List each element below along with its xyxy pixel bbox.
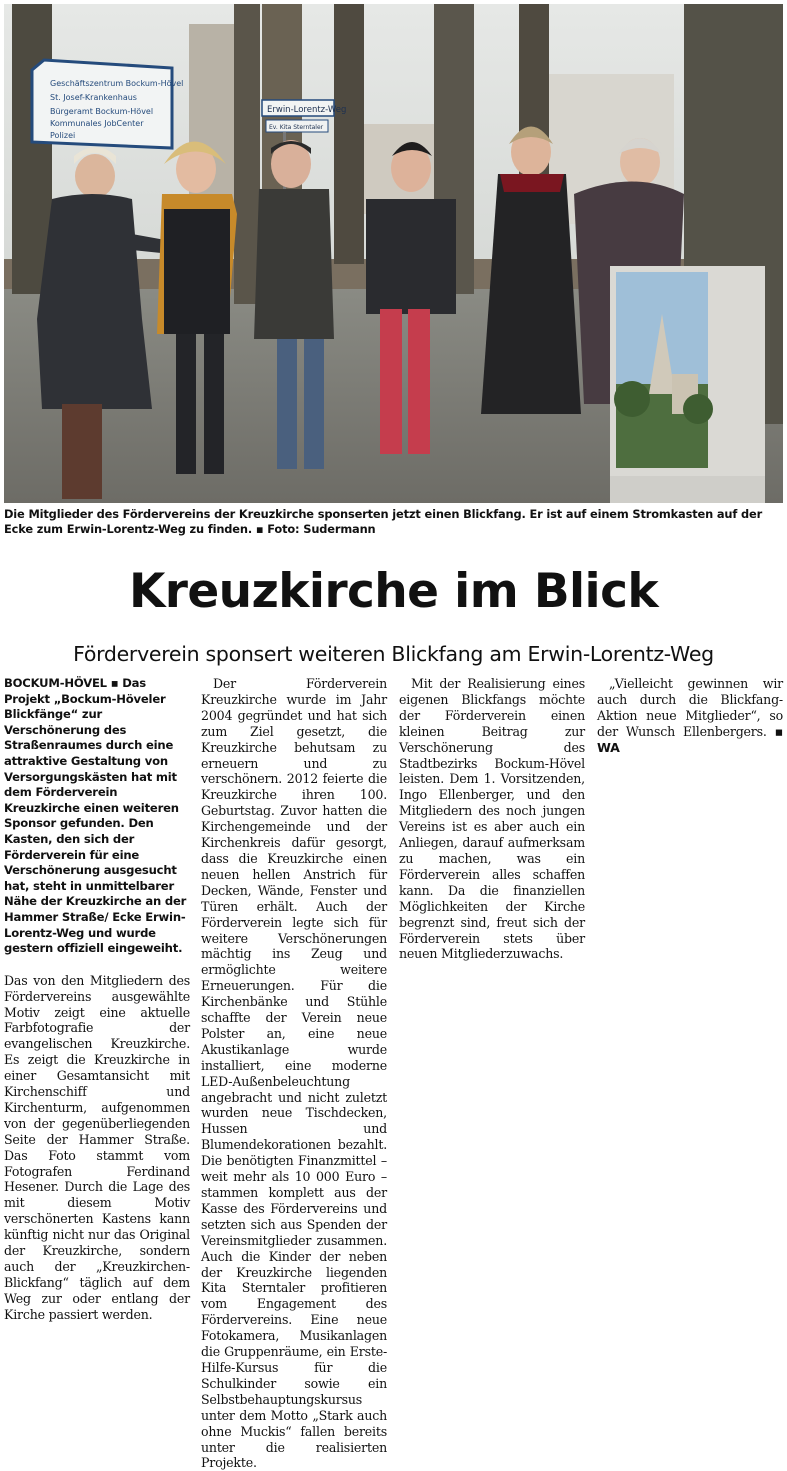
- caption-marker: ▪: [255, 522, 264, 536]
- dateline: BOCKUM-HÖVEL: [4, 676, 107, 690]
- caption-text: Die Mitglieder des Fördervereins der Kreuzkirche sponserten jetzt einen Blickfang. Er ist auf einem Stromkasten auf der Ecke zum Erwin-Lorentz-Weg zu finden.: [4, 507, 763, 536]
- article-column-2: [201, 676, 387, 1471]
- electrical-box: [610, 266, 765, 503]
- headline: Kreuzkirche im Blick: [128, 564, 658, 619]
- article-column-3: [399, 676, 585, 962]
- article-paragraph-2: Der Förderverein Kreuzkirche wurde im Jahr 2004 gegründet und hat sich zum Ziel gesetzt, die Kreuzkirche behutsam zu erneuern und zu verschönern. 2012 feierte die Kreuzkirche ihren 100. Geburtstag. Zuvor hatten die Kirchengemeinde und der Kirchenkreis dafür gesorgt, dass die Kreuzkirche einen neuen hellen Anstrich für Decken, Wände, Fenster und Türen erhält. Auch der Förderverein legte sich für weitere Verschönerungen mächtig ins Zeug und ermöglichte weitere Erneuerungen. Für die Kirchenbänke und Stühle schaffte der Verein neue Polster an, eine neue Akustikanlage wurde installiert, eine moderne LED-Außenbeleuchtung angebracht und nicht zuletzt wurden neue Tischdecken, Hussen und Blumendekorationen bezahlt. Die benötigten Finanzmittel – weit mehr als 10 000 Euro – stammen komplett aus der Kasse des Fördervereins und setzten sich aus Spenden der Vereinsmitglieder zusammen. Auch die Kinder der neben der Kreuzkirche liegenden Kita Sterntaler profitieren vom Engagement des Fördervereins. Eine neue Fotokamera, Musikanlagen die Gruppenräume, ein Erste-Hilfe-Kursus für die Schulkinder sowie ein Selbstbehauptungskursus unter dem Motto „Stark auch ohne Muckis“ fallen bereits unter die realisierten Projekte.: [201, 676, 387, 1471]
- author-sign: WA: [597, 739, 620, 755]
- sign-line: Geschäftszentrum Bockum-Hövel: [50, 79, 184, 88]
- article-column-1: [4, 676, 190, 1323]
- lead-text: Das Projekt „Bockum-Höveler Blickfänge“ zur Verschönerung des Straßenraumes durch eine attraktive Gestaltung von Versorgungskästen hat mit dem Förderverein Kreuzkirche einen weiteren Sponsor gefunden. Den Kasten, den sich der Förderverein für eine Verschönerung ausgesucht hat, steht in unmittelbarer Nähe der Kreuzkirche an der Hammer Straße/ Ecke Erwin-Lorentz-Weg und wurde gestern offiziell eingeweiht.: [4, 676, 187, 956]
- closing-quote: „Vielleicht gewinnen wir auch durch die Blickfang-Aktion neue Mitglieder“, so der Wunsch Ellenbergers.: [597, 676, 783, 739]
- photo-caption: [4, 507, 783, 537]
- article-lead: BOCKUM-HÖVEL ▪ Das Projekt „Bockum-Höveler Blickfänge“ zur Verschönerung des Straßenraumes durch eine attraktive Gestaltung von Versorgungskästen hat mit dem Förderverein Kreuzkirche einen weiteren Sponsor gefunden. Den Kasten, den sich der Förderverein für eine Verschönerung ausgesucht hat, steht in unmittelbarer Nähe der Kreuzkirche an der Hammer Straße/ Ecke Erwin-Lorentz-Weg und wurde gestern offiziell eingeweiht.: [4, 676, 187, 956]
- article-paragraph-3: Mit der Realisierung eines eigenen Blickfangs möchte der Förderverein einen kleinen Beitrag zur Verschönerung des Stadtbezirks Bockum-Hövel leisten. Dem 1. Vorsitzenden, Ingo Ellenberger, und den Mitgliedern des noch jungen Vereins ist es aber auch ein Anliegen, darauf aufmerksam zu machen, was ein Förderverein alles schaffen kann. Da die finanziellen Möglichkeiten der Kirche begrenzt sind, freut sich der Förderverein stets über neuen Mitgliederzuwachs.: [399, 676, 585, 962]
- kita-sign-label: Ev. Kita Sterntaler: [269, 124, 324, 131]
- sign-line: Kommunales JobCenter: [50, 119, 144, 128]
- sign-line: Bürgeramt Bockum-Hövel: [50, 107, 154, 116]
- sign-line: St. Josef-Krankenhaus: [50, 93, 137, 102]
- photo-scene: [4, 4, 783, 503]
- article-photo: [4, 4, 783, 503]
- sign-line: Polizei: [50, 131, 76, 140]
- article-paragraph-1: Das von den Mitgliedern des Fördervereins ausgewählte Motiv zeigt eine aktuelle Farbfotografie der evangelischen Kreuzkirche. Es zeigt die Kreuzkirche in einer Gesamtansicht mit Kirchenschiff und Kirchenturm, aufgenommen von der gegenüberliegenden Seite der Hammer Straße. Das Foto stammt vom Fotografen Ferdinand Hesener. Durch die Lage des mit diesem Motiv verschönerten Kastens kann künftig nicht nur das Original der Kreuzkirche, sondern auch der „Kreuzkirchen-Blickfang“ täglich auf dem Weg zur oder entlang der Kirche passiert werden.: [4, 972, 190, 1322]
- article-paragraph-4: „Vielleicht gewinnen wir auch durch die Blickfang-Aktion neue Mitglieder“, so der Wunsch Ellenbergers. ▪ WA: [597, 676, 784, 755]
- photo-credit: Foto: Sudermann: [267, 522, 376, 536]
- street-sign-label: Erwin-Lorentz-Weg: [267, 105, 347, 115]
- subheadline: Förderverein sponsert weiteren Blickfang am Erwin-Lorentz-Weg: [73, 642, 714, 666]
- article-column-4: [597, 676, 783, 756]
